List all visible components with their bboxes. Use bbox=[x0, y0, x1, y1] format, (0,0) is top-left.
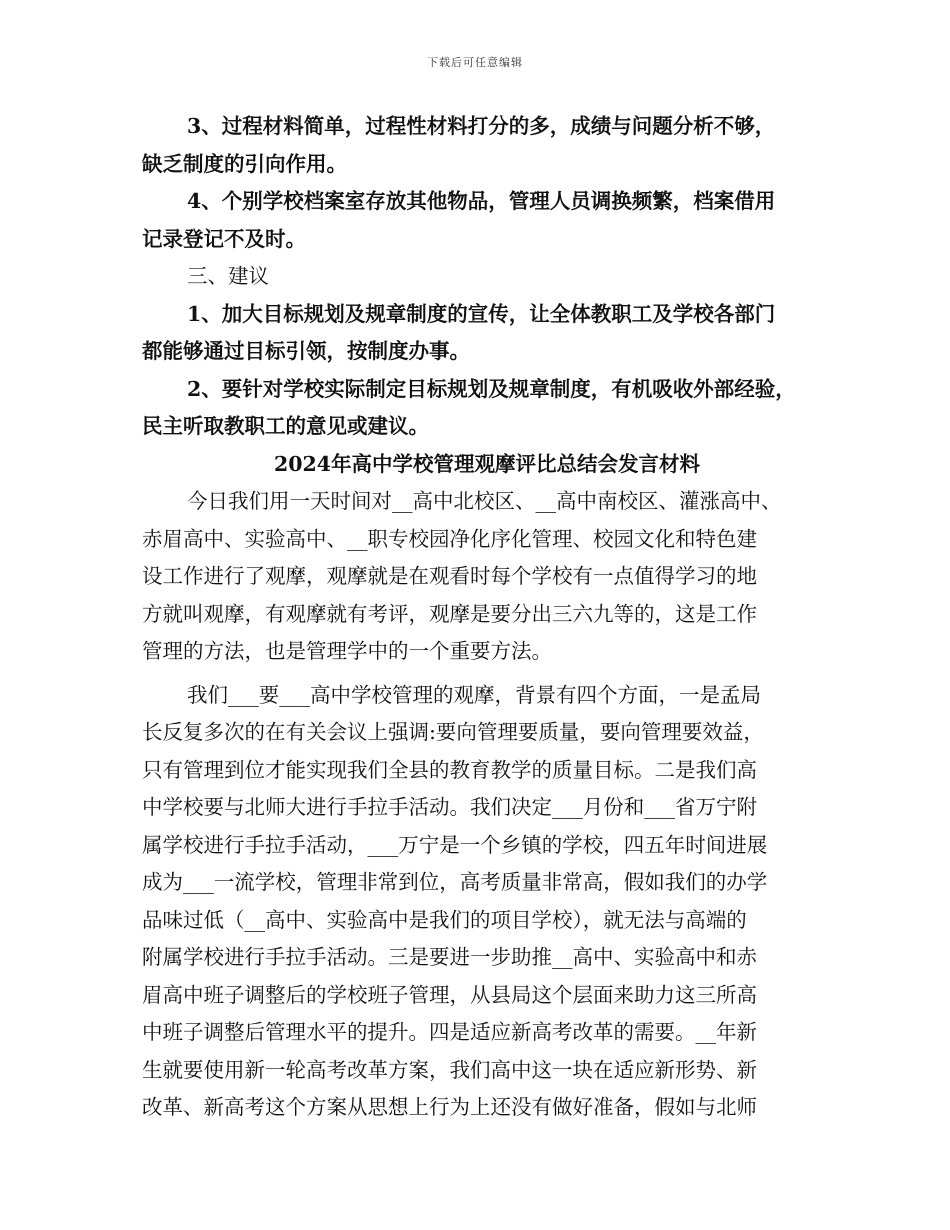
document-body bbox=[142, 108, 832, 1127]
text-line: 属学校进行手拉手活动，___万宁是一个乡镇的学校，四五年时间进展 bbox=[142, 832, 768, 857]
header-note: 下载后可任意编辑 bbox=[427, 56, 523, 69]
text-line: 赤眉高中、实验高中、__职专校园净化序化管理、校园文化和特色建 bbox=[142, 526, 757, 551]
text-line: 眉高中班子调整后的学校班子管理，从县局这个层面来助力这三所高 bbox=[142, 982, 757, 1007]
body-paragraph-2 bbox=[142, 677, 832, 1127]
text-line: 成为___一流学校，管理非常到位，高考质量非常高，假如我们的办学 bbox=[142, 870, 768, 894]
text-line: 中班子调整后管理水平的提升。四是适应新高考改革的需要。__年新 bbox=[142, 1020, 757, 1044]
text-line: 长反复多次的在有关会议上强调:要向管理要质量，要向管理要效益， bbox=[142, 720, 764, 744]
text-line: 品味过低（__高中、实验高中是我们的项目学校），就无法与高端的 bbox=[142, 907, 747, 932]
body-paragraph-1 bbox=[142, 483, 832, 671]
text-line: 1、加大目标规划及规章制度的宣传，让全体教职工及学校各部门 bbox=[187, 301, 776, 326]
section-heading-suggestions bbox=[142, 258, 832, 296]
text-line: 三、建议 bbox=[187, 264, 269, 288]
text-line: 2、要针对学校实际制定目标规划及规章制度，有机吸收外部经验， bbox=[187, 376, 796, 401]
text-line: 3、过程材料简单，过程性材料打分的多，成绩与问题分析不够， bbox=[187, 114, 776, 138]
text-line: 今日我们用一天时间对__高中北校区、__高中南校区、灌涨高中、 bbox=[187, 489, 782, 513]
suggestion-item-2 bbox=[142, 371, 832, 446]
text-line: 方就叫观摩，有观摩就有考评，观摩是要分出三六九等的，这是工作 bbox=[142, 601, 757, 626]
title-line: 2024年高中学校管理观摩评比总结会发言材料 bbox=[273, 451, 701, 476]
suggestion-item-1 bbox=[142, 296, 832, 371]
text-line: 民主听取教职工的意见或建议。 bbox=[142, 414, 429, 438]
text-line: 只有管理到位才能实现我们全县的教育教学的质量目标。二是我们高 bbox=[142, 757, 757, 782]
text-line: 附属学校进行手拉手活动。三是要进一步助推__高中、实验高中和赤 bbox=[142, 945, 757, 969]
text-line: 生就要使用新一轮高考改革方案，我们高中这一块在适应新形势、新 bbox=[142, 1057, 757, 1082]
text-line: 改革、新高考这个方案从思想上行为上还没有做好准备，假如与北师 bbox=[142, 1095, 757, 1119]
text-line: 我们___要___高中学校管理的观摩，背景有四个方面，一是孟局 bbox=[187, 682, 761, 707]
text-line: 中学校要与北师大进行手拉手活动。我们决定___月份和___省万宁附 bbox=[142, 795, 757, 819]
paragraph-item-4 bbox=[142, 183, 832, 258]
text-line: 管理的方法，也是管理学中的一个重要方法。 bbox=[142, 639, 552, 663]
text-line: 设工作进行了观摩，观摩就是在观看时每个学校有一点值得学习的地 bbox=[142, 564, 757, 588]
text-line: 4、个别学校档案室存放其他物品，管理人员调换频繁，档案借用 bbox=[187, 189, 776, 213]
text-line: 都能够通过目标引领，按制度办事。 bbox=[142, 339, 470, 363]
text-line: 缺乏制度的引向作用。 bbox=[142, 151, 347, 176]
document-title bbox=[142, 446, 832, 484]
text-line: 记录登记不及时。 bbox=[142, 226, 306, 251]
paragraph-item-3 bbox=[142, 108, 832, 183]
